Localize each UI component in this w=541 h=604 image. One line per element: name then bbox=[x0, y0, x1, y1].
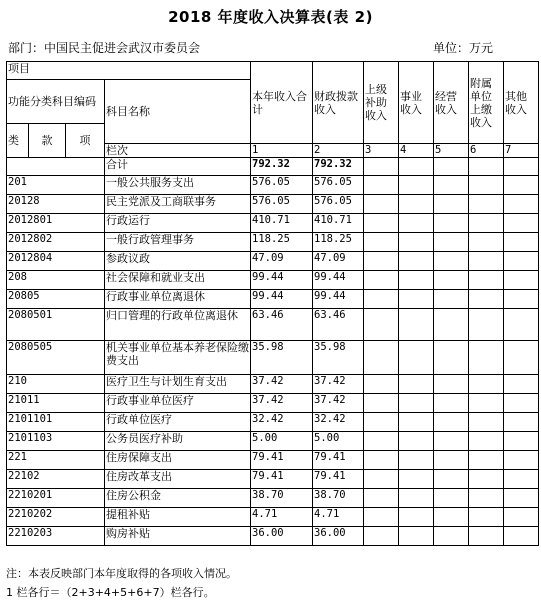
empty-cell bbox=[469, 341, 504, 375]
subject-name-cell: 住房保障支出 bbox=[105, 451, 251, 470]
col-number: 5 bbox=[434, 144, 469, 158]
empty-cell bbox=[364, 375, 399, 394]
empty-cell bbox=[399, 195, 434, 214]
header-total-income: 本年收入合计 bbox=[251, 62, 313, 144]
empty-cell bbox=[399, 432, 434, 451]
subject-name-cell: 行政事业单位医疗 bbox=[105, 394, 251, 413]
function-code-cell: 20805 bbox=[7, 290, 105, 309]
empty-cell bbox=[469, 451, 504, 470]
empty-cell bbox=[504, 309, 539, 341]
header-kuan: 款 bbox=[29, 124, 66, 158]
empty-cell bbox=[364, 195, 399, 214]
empty-cell bbox=[504, 290, 539, 309]
empty-cell bbox=[434, 489, 469, 508]
empty-cell bbox=[504, 489, 539, 508]
empty-cell bbox=[434, 158, 469, 176]
empty-cell bbox=[469, 413, 504, 432]
function-code-cell: 208 bbox=[7, 271, 105, 290]
fiscal-allocation-cell: 37.42 bbox=[313, 375, 364, 394]
empty-cell bbox=[434, 451, 469, 470]
header-upper-subsidy: 上级补助收入 bbox=[364, 62, 399, 144]
table-row bbox=[7, 413, 539, 432]
function-code-cell: 22102 bbox=[7, 470, 105, 489]
subject-name-cell: 行政事业单位离退休 bbox=[105, 290, 251, 309]
empty-cell bbox=[434, 252, 469, 271]
function-code-cell: 210 bbox=[7, 375, 105, 394]
table-row bbox=[7, 195, 539, 214]
empty-cell bbox=[504, 233, 539, 252]
total-income-cell: 4.71 bbox=[251, 508, 313, 527]
subject-name-cell: 机关事业单位基本养老保险缴费支出 bbox=[105, 341, 251, 375]
empty-cell bbox=[504, 451, 539, 470]
empty-cell bbox=[469, 375, 504, 394]
function-code-cell: 201 bbox=[7, 176, 105, 195]
total-row-label: 合计 bbox=[105, 158, 251, 176]
header-lei: 类 bbox=[7, 124, 29, 158]
empty-cell bbox=[399, 470, 434, 489]
empty-cell bbox=[364, 271, 399, 290]
fiscal-allocation-cell: 38.70 bbox=[313, 489, 364, 508]
total-income-cell: 35.98 bbox=[251, 341, 313, 375]
subject-name-cell: 社会保障和就业支出 bbox=[105, 271, 251, 290]
function-code-cell: 2101101 bbox=[7, 413, 105, 432]
empty-cell bbox=[399, 158, 434, 176]
empty-cell bbox=[469, 489, 504, 508]
function-code-cell: 2101103 bbox=[7, 432, 105, 451]
empty-cell bbox=[399, 451, 434, 470]
empty-cell bbox=[434, 341, 469, 375]
function-code-cell: 221 bbox=[7, 451, 105, 470]
header-subject-name: 科目名称 bbox=[105, 80, 251, 144]
fiscal-allocation-cell: 410.71 bbox=[313, 214, 364, 233]
empty-cell bbox=[364, 309, 399, 341]
col-number: 1 bbox=[251, 144, 313, 158]
total-fiscal-value: 792.32 bbox=[313, 158, 364, 176]
subject-name-cell: 参政议政 bbox=[105, 252, 251, 271]
empty-cell bbox=[399, 375, 434, 394]
fiscal-allocation-cell: 118.25 bbox=[313, 233, 364, 252]
subject-name-cell: 提租补贴 bbox=[105, 508, 251, 527]
table-row bbox=[7, 470, 539, 489]
header-other-income: 其他收入 bbox=[504, 62, 539, 144]
subject-name-cell: 住房公积金 bbox=[105, 489, 251, 508]
header-xiang: 项 bbox=[66, 124, 105, 158]
empty-cell bbox=[504, 341, 539, 375]
total-income-cell: 99.44 bbox=[251, 271, 313, 290]
empty-cell bbox=[364, 214, 399, 233]
table-row bbox=[7, 252, 539, 271]
empty-cell bbox=[399, 252, 434, 271]
col-number: 4 bbox=[399, 144, 434, 158]
total-income-cell: 63.46 bbox=[251, 309, 313, 341]
table-row bbox=[7, 375, 539, 394]
empty-cell bbox=[434, 290, 469, 309]
empty-cell bbox=[399, 176, 434, 195]
empty-cell bbox=[469, 508, 504, 527]
total-income-cell: 410.71 bbox=[251, 214, 313, 233]
note-line: 注：本表反映部门本年度取得的各项收入情况。 bbox=[6, 567, 237, 580]
table-row bbox=[7, 432, 539, 451]
table-row bbox=[7, 508, 539, 527]
subject-name-cell: 民主党派及工商联事务 bbox=[105, 195, 251, 214]
function-code-cell: 2012801 bbox=[7, 214, 105, 233]
table-row bbox=[7, 489, 539, 508]
total-income-cell: 37.42 bbox=[251, 394, 313, 413]
lanci-label: 栏次 bbox=[105, 144, 251, 158]
empty-cell bbox=[364, 341, 399, 375]
header-fiscal-allocation: 财政拨款收入 bbox=[313, 62, 364, 144]
total-row-blank bbox=[7, 158, 105, 176]
empty-cell bbox=[469, 527, 504, 546]
fiscal-allocation-cell: 32.42 bbox=[313, 413, 364, 432]
empty-cell bbox=[469, 394, 504, 413]
fiscal-allocation-cell: 576.05 bbox=[313, 176, 364, 195]
total-income-cell: 576.05 bbox=[251, 195, 313, 214]
table-row bbox=[7, 214, 539, 233]
empty-cell bbox=[364, 413, 399, 432]
empty-cell bbox=[469, 252, 504, 271]
fiscal-allocation-cell: 99.44 bbox=[313, 290, 364, 309]
empty-cell bbox=[469, 470, 504, 489]
col-number: 6 bbox=[469, 144, 504, 158]
fiscal-allocation-cell: 37.42 bbox=[313, 394, 364, 413]
header-project: 项目 bbox=[7, 62, 251, 80]
empty-cell bbox=[504, 413, 539, 432]
unit-label: 单位：万元 bbox=[433, 41, 494, 55]
total-income-cell: 47.09 bbox=[251, 252, 313, 271]
empty-cell bbox=[469, 195, 504, 214]
function-code-cell: 2080501 bbox=[7, 309, 105, 341]
subject-name-cell: 行政运行 bbox=[105, 214, 251, 233]
table-row bbox=[7, 233, 539, 252]
fiscal-allocation-cell: 576.05 bbox=[313, 195, 364, 214]
empty-cell bbox=[434, 432, 469, 451]
empty-cell bbox=[469, 158, 504, 176]
empty-cell bbox=[364, 158, 399, 176]
total-income-cell: 37.42 bbox=[251, 375, 313, 394]
empty-cell bbox=[469, 271, 504, 290]
empty-cell bbox=[399, 489, 434, 508]
empty-cell bbox=[364, 432, 399, 451]
empty-cell bbox=[364, 489, 399, 508]
empty-cell bbox=[364, 394, 399, 413]
function-code-cell: 2210202 bbox=[7, 508, 105, 527]
header-business-income: 事业收入 bbox=[399, 62, 434, 144]
empty-cell bbox=[504, 470, 539, 489]
col-number: 7 bbox=[504, 144, 539, 158]
total-income-cell: 36.00 bbox=[251, 527, 313, 546]
empty-cell bbox=[504, 252, 539, 271]
empty-cell bbox=[434, 214, 469, 233]
table-notes bbox=[6, 564, 237, 602]
empty-cell bbox=[399, 413, 434, 432]
empty-cell bbox=[469, 214, 504, 233]
empty-cell bbox=[364, 252, 399, 271]
subject-name-cell: 一般行政管理事务 bbox=[105, 233, 251, 252]
fiscal-allocation-cell: 4.71 bbox=[313, 508, 364, 527]
subject-name-cell: 一般公共服务支出 bbox=[105, 176, 251, 195]
col-number: 2 bbox=[313, 144, 364, 158]
empty-cell bbox=[469, 176, 504, 195]
function-code-cell: 2210203 bbox=[7, 527, 105, 546]
fiscal-allocation-cell: 47.09 bbox=[313, 252, 364, 271]
empty-cell bbox=[469, 233, 504, 252]
total-income-cell: 99.44 bbox=[251, 290, 313, 309]
total-income-cell: 38.70 bbox=[251, 489, 313, 508]
empty-cell bbox=[364, 508, 399, 527]
subject-name-cell: 医疗卫生与计划生育支出 bbox=[105, 375, 251, 394]
empty-cell bbox=[434, 527, 469, 546]
empty-cell bbox=[364, 527, 399, 546]
empty-cell bbox=[364, 470, 399, 489]
total-income-value: 792.32 bbox=[251, 158, 313, 176]
empty-cell bbox=[434, 233, 469, 252]
empty-cell bbox=[469, 309, 504, 341]
total-income-cell: 118.25 bbox=[251, 233, 313, 252]
table-row bbox=[7, 527, 539, 546]
empty-cell bbox=[434, 394, 469, 413]
empty-cell bbox=[399, 508, 434, 527]
empty-cell bbox=[504, 432, 539, 451]
empty-cell bbox=[364, 451, 399, 470]
empty-cell bbox=[434, 470, 469, 489]
empty-cell bbox=[504, 176, 539, 195]
empty-cell bbox=[434, 309, 469, 341]
function-code-cell: 2012802 bbox=[7, 233, 105, 252]
empty-cell bbox=[399, 341, 434, 375]
table-row bbox=[7, 341, 539, 375]
function-code-cell: 2210201 bbox=[7, 489, 105, 508]
table-row bbox=[7, 394, 539, 413]
empty-cell bbox=[434, 195, 469, 214]
subject-name-cell: 购房补贴 bbox=[105, 527, 251, 546]
income-table bbox=[6, 61, 539, 546]
empty-cell bbox=[399, 527, 434, 546]
empty-cell bbox=[504, 158, 539, 176]
empty-cell bbox=[364, 290, 399, 309]
empty-cell bbox=[504, 508, 539, 527]
fiscal-allocation-cell: 79.41 bbox=[313, 470, 364, 489]
header-affiliated-income: 附属单位上缴收入 bbox=[469, 62, 504, 144]
fiscal-allocation-cell: 35.98 bbox=[313, 341, 364, 375]
subject-name-cell: 住房改革支出 bbox=[105, 470, 251, 489]
empty-cell bbox=[399, 290, 434, 309]
header-operating-income: 经营收入 bbox=[434, 62, 469, 144]
empty-cell bbox=[434, 375, 469, 394]
function-code-cell: 21011 bbox=[7, 394, 105, 413]
table-row bbox=[7, 271, 539, 290]
empty-cell bbox=[399, 233, 434, 252]
empty-cell bbox=[469, 432, 504, 451]
table-row bbox=[7, 451, 539, 470]
empty-cell bbox=[364, 176, 399, 195]
total-income-cell: 5.00 bbox=[251, 432, 313, 451]
empty-cell bbox=[504, 375, 539, 394]
empty-cell bbox=[504, 195, 539, 214]
function-code-cell: 20128 bbox=[7, 195, 105, 214]
fiscal-allocation-cell: 63.46 bbox=[313, 309, 364, 341]
subject-name-cell: 行政单位医疗 bbox=[105, 413, 251, 432]
total-income-cell: 576.05 bbox=[251, 176, 313, 195]
table-row bbox=[7, 176, 539, 195]
empty-cell bbox=[434, 508, 469, 527]
empty-cell bbox=[504, 527, 539, 546]
fiscal-allocation-cell: 5.00 bbox=[313, 432, 364, 451]
empty-cell bbox=[399, 214, 434, 233]
fiscal-allocation-cell: 36.00 bbox=[313, 527, 364, 546]
empty-cell bbox=[399, 309, 434, 341]
function-code-cell: 2080505 bbox=[7, 341, 105, 375]
total-income-cell: 32.42 bbox=[251, 413, 313, 432]
subject-name-cell: 归口管理的行政单位离退休 bbox=[105, 309, 251, 341]
empty-cell bbox=[364, 233, 399, 252]
report-title: 2018 年度收入决算表(表 2) bbox=[168, 8, 373, 26]
col-number: 3 bbox=[364, 144, 399, 158]
note-line: 1 栏各行＝（2+3+4+5+6+7）栏各行。 bbox=[6, 586, 215, 599]
empty-cell bbox=[504, 271, 539, 290]
empty-cell bbox=[399, 271, 434, 290]
header-function-code: 功能分类科目编码 bbox=[7, 80, 105, 124]
table-row bbox=[7, 309, 539, 341]
empty-cell bbox=[434, 413, 469, 432]
table-row bbox=[7, 290, 539, 309]
fiscal-allocation-cell: 99.44 bbox=[313, 271, 364, 290]
empty-cell bbox=[504, 214, 539, 233]
function-code-cell: 2012804 bbox=[7, 252, 105, 271]
department-label: 部门：中国民主促进会武汉市委员会 bbox=[8, 41, 201, 55]
total-income-cell: 79.41 bbox=[251, 470, 313, 489]
subject-name-cell: 公务员医疗补助 bbox=[105, 432, 251, 451]
fiscal-allocation-cell: 79.41 bbox=[313, 451, 364, 470]
empty-cell bbox=[434, 271, 469, 290]
empty-cell bbox=[469, 290, 504, 309]
empty-cell bbox=[399, 394, 434, 413]
empty-cell bbox=[434, 176, 469, 195]
empty-cell bbox=[504, 394, 539, 413]
total-income-cell: 79.41 bbox=[251, 451, 313, 470]
